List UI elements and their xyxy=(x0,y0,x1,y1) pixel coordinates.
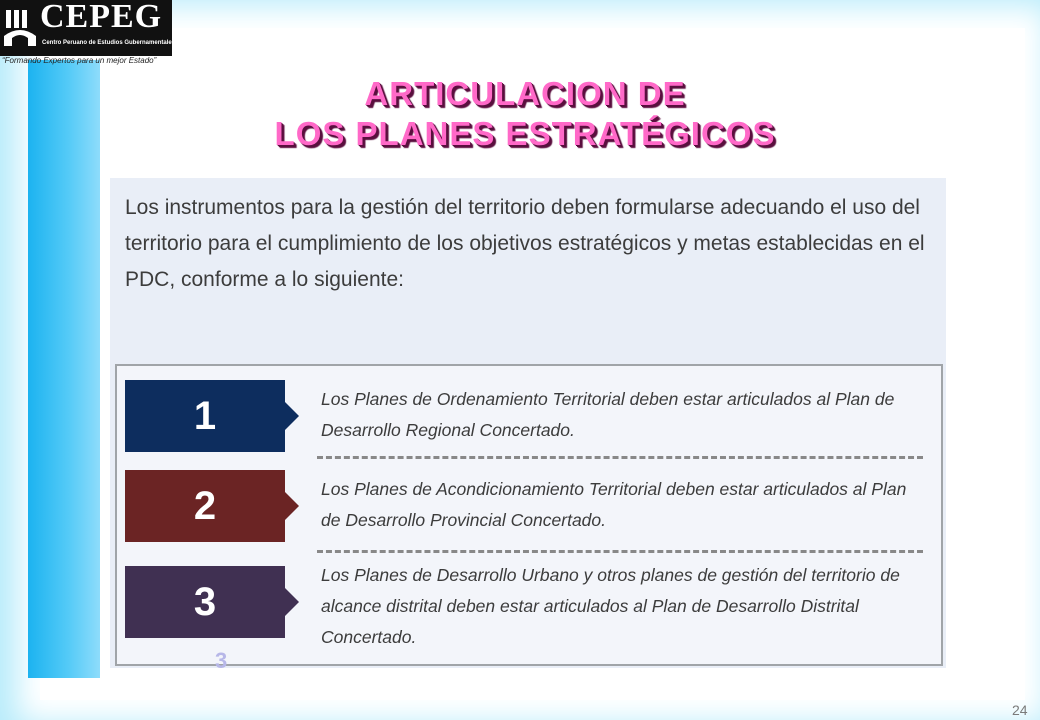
dashed-separator xyxy=(317,456,923,459)
logo-tagline: “Formando Expertos para un mejor Estado” xyxy=(2,56,157,65)
arrow-pointer xyxy=(285,492,299,520)
item-text: Los Planes de Acondicionamiento Territorial deben estar articulados al Plan de Desarrollo Provincial Concertado. xyxy=(321,479,907,530)
number-badge: 2 xyxy=(125,470,285,542)
plans-list xyxy=(115,364,943,673)
ghost-number: 3 xyxy=(215,648,228,673)
title-line-2: LOS PLANES ESTRATÉGICOS xyxy=(274,115,776,152)
number-badge: 1 xyxy=(125,380,285,452)
content-panel xyxy=(110,178,946,673)
logo-subtitle: Centro Peruano de Estudios Gubernamentales xyxy=(42,40,176,46)
number-badge: 3 xyxy=(125,566,285,638)
item-text: Los Planes de Ordenamiento Territorial deben estar articulados al Plan de Desarrollo Regional Concertado. xyxy=(321,389,895,440)
item-text: Los Planes de Desarrollo Urbano y otros planes de gestión del territorio de alcance distrital deben estar articulados al Plan de Desarrollo Distrital Concertado. xyxy=(321,565,900,647)
page-number: 24 xyxy=(1012,702,1028,718)
arrow-pointer xyxy=(285,402,299,430)
title-line-1: ARTICULACION DE xyxy=(364,75,686,112)
left-accent-bar xyxy=(28,60,100,678)
logo-wordmark: CEPEG xyxy=(40,0,163,35)
slide-title xyxy=(110,74,940,154)
cepeg-logo xyxy=(0,0,176,56)
arrow-pointer xyxy=(285,588,299,616)
dashed-separator xyxy=(317,550,923,553)
intro-paragraph: Los instrumentos para la gestión del territorio deben formularse adecuando el uso del territorio para el cumplimiento de los objetivos estratégicos y metas establecidas en el PDC, conforme a lo siguiente: xyxy=(125,196,925,291)
building-columns-icon xyxy=(4,6,36,50)
